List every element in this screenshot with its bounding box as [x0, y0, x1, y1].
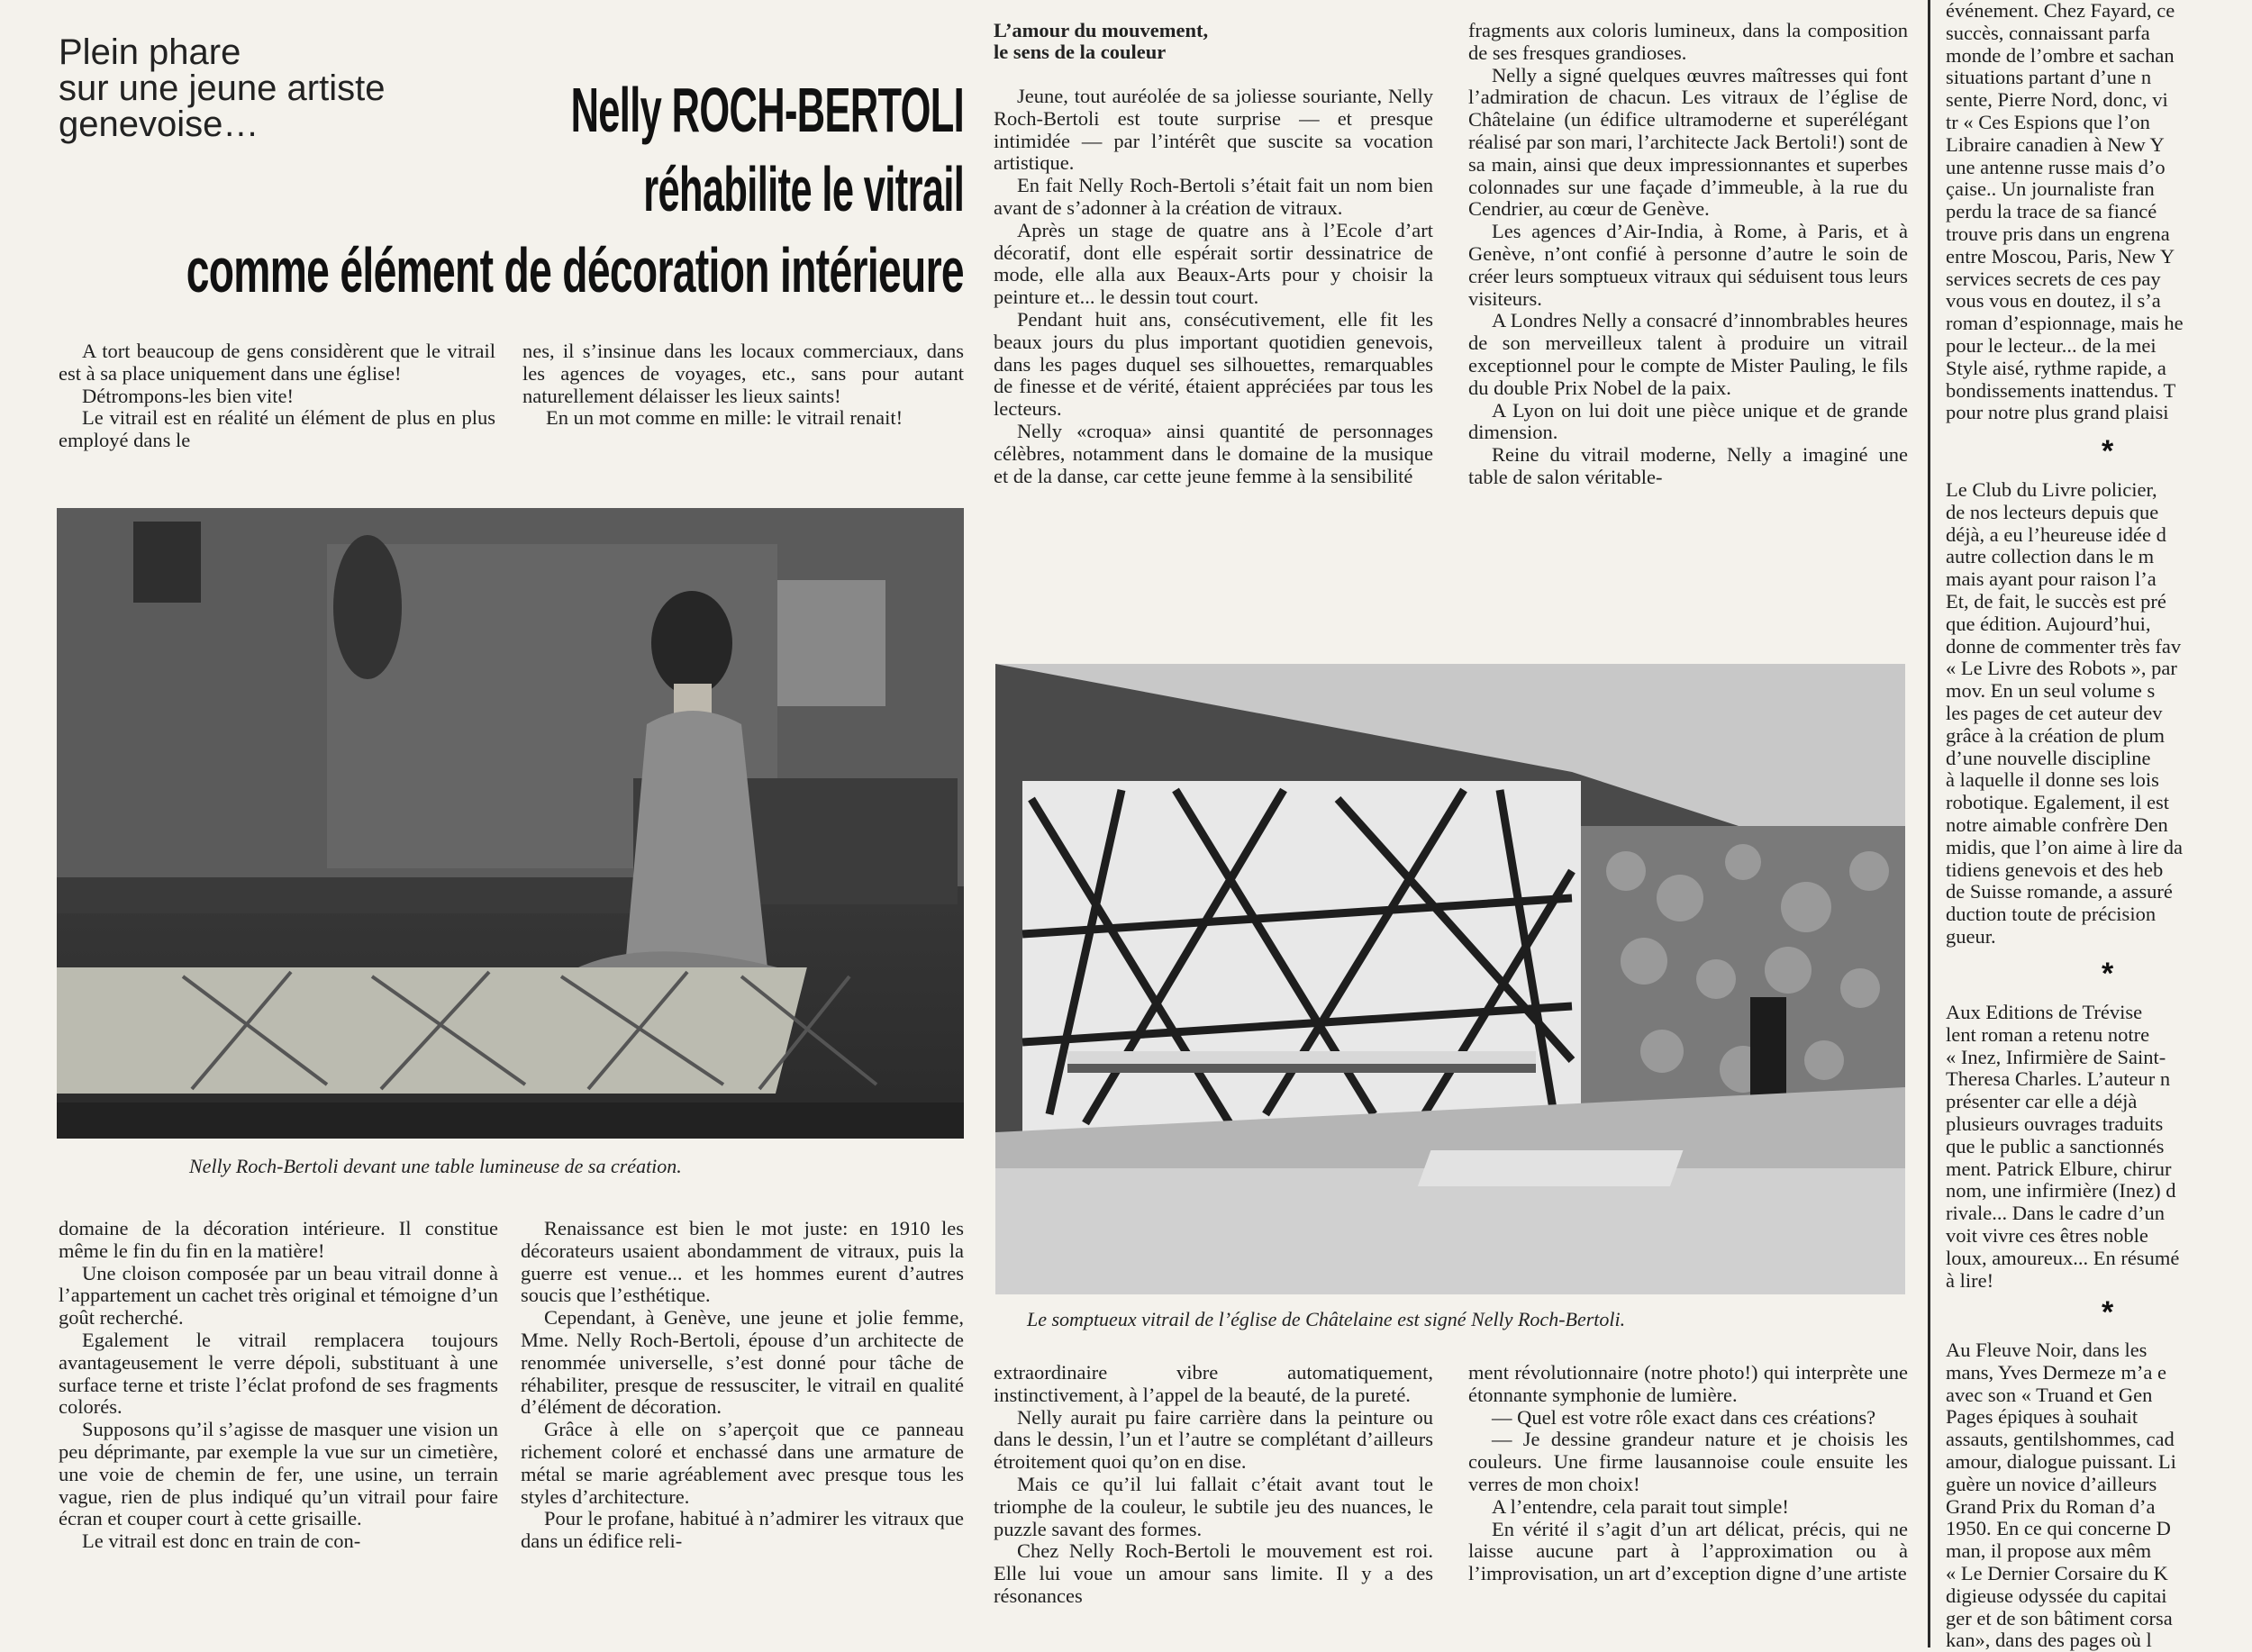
column-1-bottom	[59, 1218, 498, 1553]
text-line: Style aisé, rythme rapide, a	[1946, 356, 2166, 379]
headline-line-3: comme élément de décoration intérieure	[186, 235, 964, 305]
text-line: « Inez, Infirmière de Saint-	[1946, 1045, 2166, 1068]
section-star: *	[2102, 1295, 2114, 1330]
text-line: vous vous en doutez, il s’a	[1946, 289, 2161, 313]
subheading	[994, 20, 1426, 63]
paragraph: Détrompons-les bien vite!	[82, 384, 294, 407]
text-line: Grand Prix du Roman d’a	[1946, 1494, 2156, 1518]
text-line: digieuse odyssée du capitai	[1946, 1584, 2167, 1607]
right-column-block-3	[1946, 1002, 2252, 1292]
text-line: tidiens genevois et des heb	[1946, 858, 2164, 881]
text-line: à laquelle il donne ses lois	[1946, 768, 2159, 792]
text-line: man, il propose aux mêm	[1946, 1539, 2152, 1563]
paragraph: Egalement le vitrail remplacera toujours avantageusement le verre dépoli, substituant à une surface terne et triste l’éclat profond de ses fragments colorés.	[59, 1328, 498, 1419]
text-line: guère un novice d’ailleurs	[1946, 1472, 2157, 1495]
text-line: monde de l’ombre et sachan	[1946, 43, 2175, 67]
paragraph: Une cloison composée par un beau vitrail donne à l’appartement un cachet très original et témoigne d’un goût recherché.	[59, 1261, 498, 1330]
column-4-bottom	[1468, 1362, 1908, 1585]
text-line: une antenne russe mais d’o	[1946, 155, 2166, 178]
text-line: Le Club du Livre policier,	[1946, 479, 2157, 501]
headline-line-1: Nelly ROCH-BERTOLI	[570, 75, 964, 145]
text-line: que le public a sanctionnés	[1946, 1134, 2165, 1157]
kicker-line: sur une jeune artiste	[59, 68, 386, 108]
paragraph: ment révolutionnaire (notre photo!) qui interprète une étonnante symphonie de lumière.	[1468, 1361, 1908, 1406]
paragraph: Pour le profane, habitué à n’admirer les vitraux que dans un édifice reli-	[521, 1507, 964, 1553]
intro-right-column	[522, 340, 964, 430]
text-line: trouve pris dans un engrena	[1946, 222, 2170, 245]
artist-photo	[57, 508, 964, 1139]
column-2-bottom	[521, 1218, 964, 1553]
text-line: duction toute de précision	[1946, 903, 2157, 926]
paragraph: Nelly «croqua» ainsi quantité de personnages célèbres, notamment dans le domaine de la musique et de la danse, car cette jeune femme à la sensibilité	[994, 419, 1433, 487]
text-line: les pages de cet auteur dev	[1946, 701, 2163, 724]
text-line: donne de commenter très fav	[1946, 634, 2182, 658]
text-line: perdu la trace de sa fiancé	[1946, 200, 2157, 223]
photo1-caption: Nelly Roch-Bertoli devant une table lumineuse de sa création.	[189, 1155, 682, 1177]
text-line: de Suisse romande, a assuré	[1946, 880, 2173, 903]
text-line: avec son « Truand et Gen	[1946, 1383, 2153, 1406]
subheading-line: L’amour du mouvement,	[994, 19, 1209, 41]
paragraph: Cependant, à Genève, une jeune et jolie femme, Mme. Nelly Roch-Bertoli, épouse d’un architecte de renommée universelle, s’est donné pour tâche de réhabiliter, presque de ressusciter, le vitrail en qualité d’élément de décoration.	[521, 1306, 964, 1419]
text-line: situations partant d’une n	[1946, 66, 2152, 89]
section-star: *	[2102, 957, 2114, 991]
right-column-block-2	[1946, 479, 2252, 949]
text-line: plusieurs ouvrages traduits	[1946, 1112, 2164, 1135]
paragraph: Jeune, tout auréolée de sa joliesse souriante, Nelly Roch-Bertoli est toute surprise — et presque intimidée — par l’intérêt que suscite sa vocation artistique.	[994, 85, 1433, 175]
kicker	[59, 34, 385, 142]
paragraph: Le vitrail est en réalité un élément de plus en plus employé dans le	[59, 406, 495, 452]
paragraph: A tort beaucoup de gens considèrent que le vitrail est à sa place uniquement dans une église!	[59, 340, 495, 385]
text-line: entre Moscou, Paris, New Y	[1946, 244, 2175, 268]
text-line: assauts, gentilshommes, cad	[1946, 1428, 2175, 1451]
text-line: pour le lecteur... de la mei	[1946, 333, 2157, 357]
kicker-line: Plein phare	[59, 32, 241, 72]
paragraph: Après un stage de quatre ans à l’Ecole d’art décoratif, dont elle espérait sortir dessinatrice de mode, elle alla aux Beaux-Arts pour y choisir la peinture et... le dessin tout court.	[994, 218, 1433, 309]
text-line: succès, connaissant parfa	[1946, 21, 2150, 44]
headline-line-2: réhabilite le vitrail	[642, 154, 964, 224]
paragraph: fragments aux coloris lumineux, dans la composition de ses fresques grandioses.	[1468, 19, 1908, 64]
right-column-block-4	[1946, 1339, 2252, 1652]
text-line: Au Fleuve Noir, dans les	[1946, 1339, 2148, 1361]
paragraph: Mais ce qu’il lui fallait c’était avant tout le triomphe de la couleur, le subtile jeu des nuances, le puzzle savant des formes.	[994, 1472, 1433, 1540]
text-line: bondissements inattendus. T	[1946, 378, 2176, 402]
text-line: robotique. Egalement, il est	[1946, 791, 2170, 814]
text-line: rivale... Dans le cadre d’un	[1946, 1202, 2166, 1225]
text-line: Pages épiques à souhait	[1946, 1405, 2138, 1429]
text-line: lent roman a retenu notre	[1946, 1022, 2150, 1046]
text-line: sente, Pierre Nord, donc, vi	[1946, 88, 2168, 112]
text-line: événement. Chez Fayard, ce	[1946, 0, 2175, 22]
paragraph: Les agences d’Air-India, à Rome, à Paris, et à Genève, n’ont confié à personne d’autre le soin de créer leurs somptueux vitraux qui séduisent tous leurs visiteurs.	[1468, 220, 1908, 310]
text-line: Theresa Charles. L’auteur n	[1946, 1067, 2171, 1091]
text-line: mov. En un seul volume s	[1946, 679, 2156, 703]
intro-left-column	[59, 340, 495, 452]
right-column-top	[1946, 0, 2252, 424]
text-line: autre collection dans le m	[1946, 545, 2155, 568]
text-line: d’une nouvelle discipline	[1946, 746, 2151, 769]
column-3-bottom	[994, 1362, 1433, 1608]
text-line: « Le Dernier Corsaire du K	[1946, 1561, 2168, 1584]
paragraph: Renaissance est bien le mot juste: en 1910 les décorateurs usaient abondamment de vitraux, puis la guerre est venue... et les hommes eurent d’autres soucis que l’esthétique.	[521, 1217, 964, 1307]
paragraph: En fait Nelly Roch-Bertoli s’était fait un nom bien avant de s’adonner à la création de vitraux.	[994, 174, 1433, 219]
text-line: mais ayant pour raison l’a	[1946, 567, 2157, 591]
paragraph: — Je dessine grandeur nature et je choisis les couleurs. Une firme lausannoise coule ensuite les verres de mon choix!	[1468, 1428, 1908, 1495]
text-line: pour notre plus grand plaisi	[1946, 401, 2169, 424]
paragraph: En un mot comme en mille: le vitrail renait!	[546, 406, 904, 430]
paragraph: Grâce à elle on s’aperçoit que ce panneau richement coloré et enchassé dans une armature de métal se marie agréablement avec presque tous les styles d’architecture.	[521, 1418, 964, 1508]
text-line: déjà, a eu l’heureuse idée d	[1946, 522, 2166, 546]
paragraph: extraordinaire vibre automatiquement, instinctivement, à l’appel de la beauté, de la pureté.	[994, 1361, 1433, 1406]
paragraph: Pendant huit ans, consécutivement, elle fit les beaux jours du plus important quotidien genevois, dans les pages duquel ses silhouettes, remarquables de finesse et de vérité, étaient appréciées par tous les lecteurs.	[994, 307, 1433, 421]
text-line: kan», dans des pages où l	[1946, 1629, 2152, 1652]
text-line: Et, de fait, le succès est pré	[1946, 589, 2166, 613]
paragraph: Chez Nelly Roch-Bertoli le mouvement est roi. Elle lui voue un amour sans limite. Il y a des résonances	[994, 1539, 1433, 1607]
text-line: loux, amoureux... En résumé	[1946, 1246, 2180, 1269]
text-line: que édition. Aujourd’hui,	[1946, 612, 2151, 635]
section-star: *	[2102, 434, 2114, 468]
text-line: midis, que l’on aime à lire da	[1946, 835, 2184, 858]
text-line: services secrets de ces pay	[1946, 267, 2161, 290]
text-line: gueur.	[1946, 924, 1996, 948]
text-line: 1950. En ce qui concerne D	[1946, 1517, 2171, 1540]
paragraph: Reine du vitrail moderne, Nelly a imaginé une table de salon véritable-	[1468, 443, 1908, 488]
paragraph: Le vitrail est donc en train de con-	[82, 1529, 361, 1553]
text-line: présenter car elle a déjà	[1946, 1090, 2138, 1113]
paragraph: A Lyon on lui doit une pièce unique et de grande dimension.	[1468, 398, 1908, 444]
text-line: « Le Livre des Robots », par	[1946, 657, 2177, 680]
photo2-caption: Le somptueux vitrail de l’église de Châtelaine est signé Nelly Roch-Bertoli.	[1027, 1308, 1626, 1330]
text-line: çaise.. Un journaliste fran	[1946, 177, 2155, 201]
text-line: de nos lecteurs depuis que	[1946, 500, 2159, 523]
church-window-photo	[995, 664, 1905, 1294]
paragraph: — Quel est votre rôle exact dans ces créations?	[1492, 1405, 1876, 1429]
paragraph: Nelly aurait pu faire carrière dans la peinture ou dans le dessin, l’un et l’autre se complétant d’ailleurs étroitement quoi qu’on en dise.	[994, 1405, 1433, 1474]
paragraph: domaine de la décoration intérieure. Il constitue même le fin du fin en la matière!	[59, 1217, 498, 1262]
text-line: Aux Editions de Trévise	[1946, 1002, 2143, 1023]
text-line: nom, une infirmière (Inez) d	[1946, 1179, 2176, 1203]
paragraph: nes, il s’insinue dans les locaux commerciaux, dans les agences de voyages, etc., sans pour autant naturellement délaisser les lieux saints!	[522, 340, 964, 407]
text-line: mans, Yves Dermeze m’a e	[1946, 1360, 2166, 1384]
column-4-top	[1468, 20, 1908, 489]
text-line: amour, dialogue puissant. Li	[1946, 1449, 2176, 1473]
paragraph: A Londres Nelly a consacré d’innombrables heures de son merveilleux talent à produire un vitrail exceptionnel pour le compte de Mister Pauling, le fils du double Prix Nobel de la paix.	[1468, 309, 1908, 399]
paragraph: A l’entendre, cela parait tout simple!	[1492, 1494, 1789, 1518]
text-line: à lire!	[1946, 1268, 1994, 1292]
text-line: ger et de son bâtiment corsa	[1946, 1606, 2173, 1629]
column-rule	[1928, 0, 1930, 1647]
subheading-line: le sens de la couleur	[994, 41, 1167, 63]
paragraph: En vérité il s’agit d’un art délicat, précis, qui ne laisse aucune part à l’approximation ou à l’improvisation, un art d’exception digne d’une artiste	[1468, 1517, 1908, 1585]
kicker-line: genevoise…	[59, 104, 259, 144]
text-line: notre aimable confrère Den	[1946, 812, 2168, 836]
text-line: voit vivre ces êtres noble	[1946, 1223, 2148, 1247]
text-line: roman d’espionnage, mais he	[1946, 312, 2184, 335]
paragraph: Supposons qu’il s’agisse de masquer une vision un peu déprimante, par exemple la vue sur un cimetière, une voie de chemin de fer, une usine, un terrain vague, rien de plus indiqué qu’un vitrail pour faire écran et couper court à cette grisaille.	[59, 1418, 498, 1530]
paragraph: Nelly a signé quelques œuvres maîtresses qui font l’admiration de chacun. Les vitraux de l’église de Châtelaine (un édifice ultramoderne et superélégant réalisé par son mari, l’architecte Jack Bertoli!) sont de sa main, ainsi que deux impressionnantes et superbes colonnades sur une façade d’immeuble, à la rue du Cendrier, au cœur de Genève.	[1468, 63, 1908, 221]
text-line: ment. Patrick Elbure, chirur	[1946, 1157, 2172, 1180]
text-line: tr « Ces Espions que l’on	[1946, 110, 2150, 133]
text-line: Libraire canadien à New Y	[1946, 132, 2165, 156]
text-line: grâce à la création de plum	[1946, 723, 2165, 747]
column-3-top	[994, 86, 1433, 487]
